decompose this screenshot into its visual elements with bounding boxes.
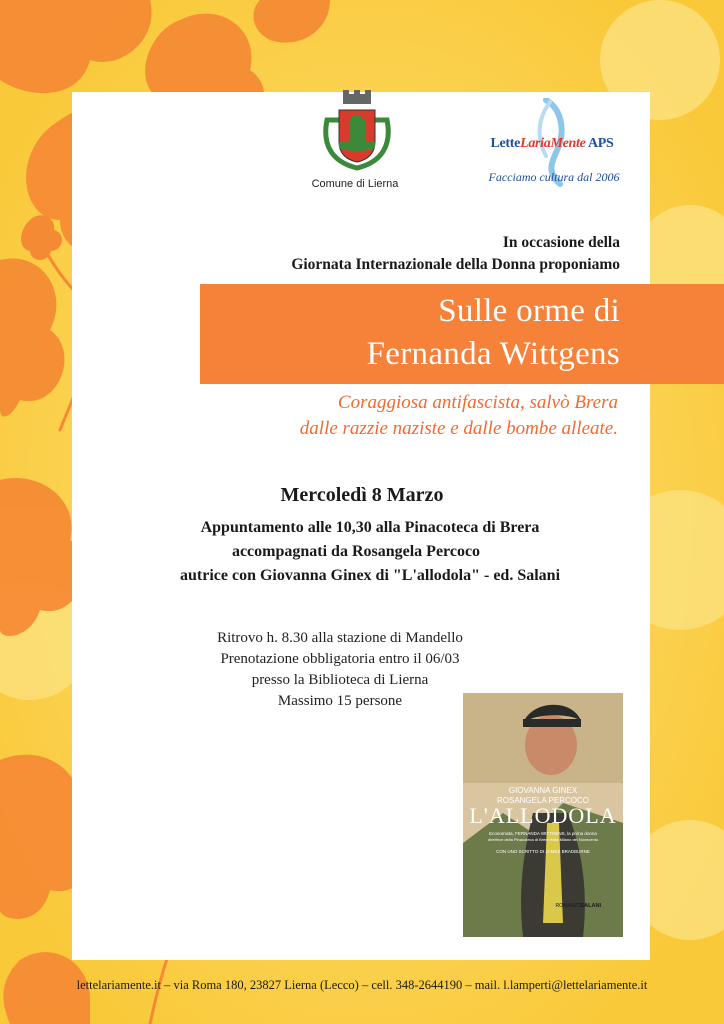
subtitle-line-2: dalle razzie naziste e dalle bombe alleate. [299,418,618,439]
info-line-3: presso la Biblioteca di Lierna [251,672,429,688]
assoc-name-part2: LariaMente [520,136,586,151]
assoc-name-part1: Lette [490,136,521,151]
intro-line-1: In occasione della [502,234,620,251]
assoc-tagline: Facciamo cultura dal 2006 [488,170,620,184]
info-line-2: Prenotazione obbligatoria entro il 06/03 [220,651,460,667]
footer-contacts: lettelariamente.it – via Roma 180, 23827 Lierna (Lecco) – cell. 348-2644190 – mail. l.lamperti@lettelariamente.it [76,978,648,992]
book-title: L'ALLODOLA [469,803,617,828]
title-line-2: Fernanda Wittgens [366,336,620,372]
comune-crest-logo [317,90,397,190]
comune-label: Comune di Lierna [311,178,399,190]
intro-text [200,232,620,276]
book-preface: CON UNO SCRITTO DI JAMES BRADBURNE [496,849,590,854]
practical-info [190,628,490,712]
book-author-1: GIOVANNA GINEX [508,786,578,795]
book-blurb-2: direttrice della Pinacoteca di Brera nella Milano del Novecento [487,837,599,842]
subtitle-line-1: Coraggiosa antifascista, salvò Brera [337,392,618,413]
details-line-3: autrice con Giovanna Ginex di "L'allodola" - ed. Salani [179,567,561,584]
event-date: Mercoledì 8 Marzo [280,484,444,506]
intro-line-2: Giornata Internazionale della Donna proponiamo [291,256,620,273]
title-line-1: Sulle orme di [438,293,620,329]
event-subtitle [150,390,618,442]
book-blurb-1: Economista, FERNANDA WITTGENS, la prima donna [489,831,597,836]
assoc-name [472,136,632,152]
book-publisher: SALANI [580,903,601,909]
info-line-1: Ritrovo h. 8.30 alla stazione di Mandello [217,630,463,646]
info-line-4: Massimo 15 persone [277,693,403,709]
event-title [200,290,620,376]
event-details [120,516,620,588]
details-line-2: accompagnati da Rosangela Percoco [231,543,481,560]
book-cover [463,693,623,937]
book-series: ROMANZO [555,903,581,909]
assoc-name-part3: APS [585,136,614,151]
book-author-2: ROSANGELA PERCOCO [496,796,590,805]
details-line-1: Appuntamento alle 10,30 alla Pinacoteca di Brera [200,519,540,536]
